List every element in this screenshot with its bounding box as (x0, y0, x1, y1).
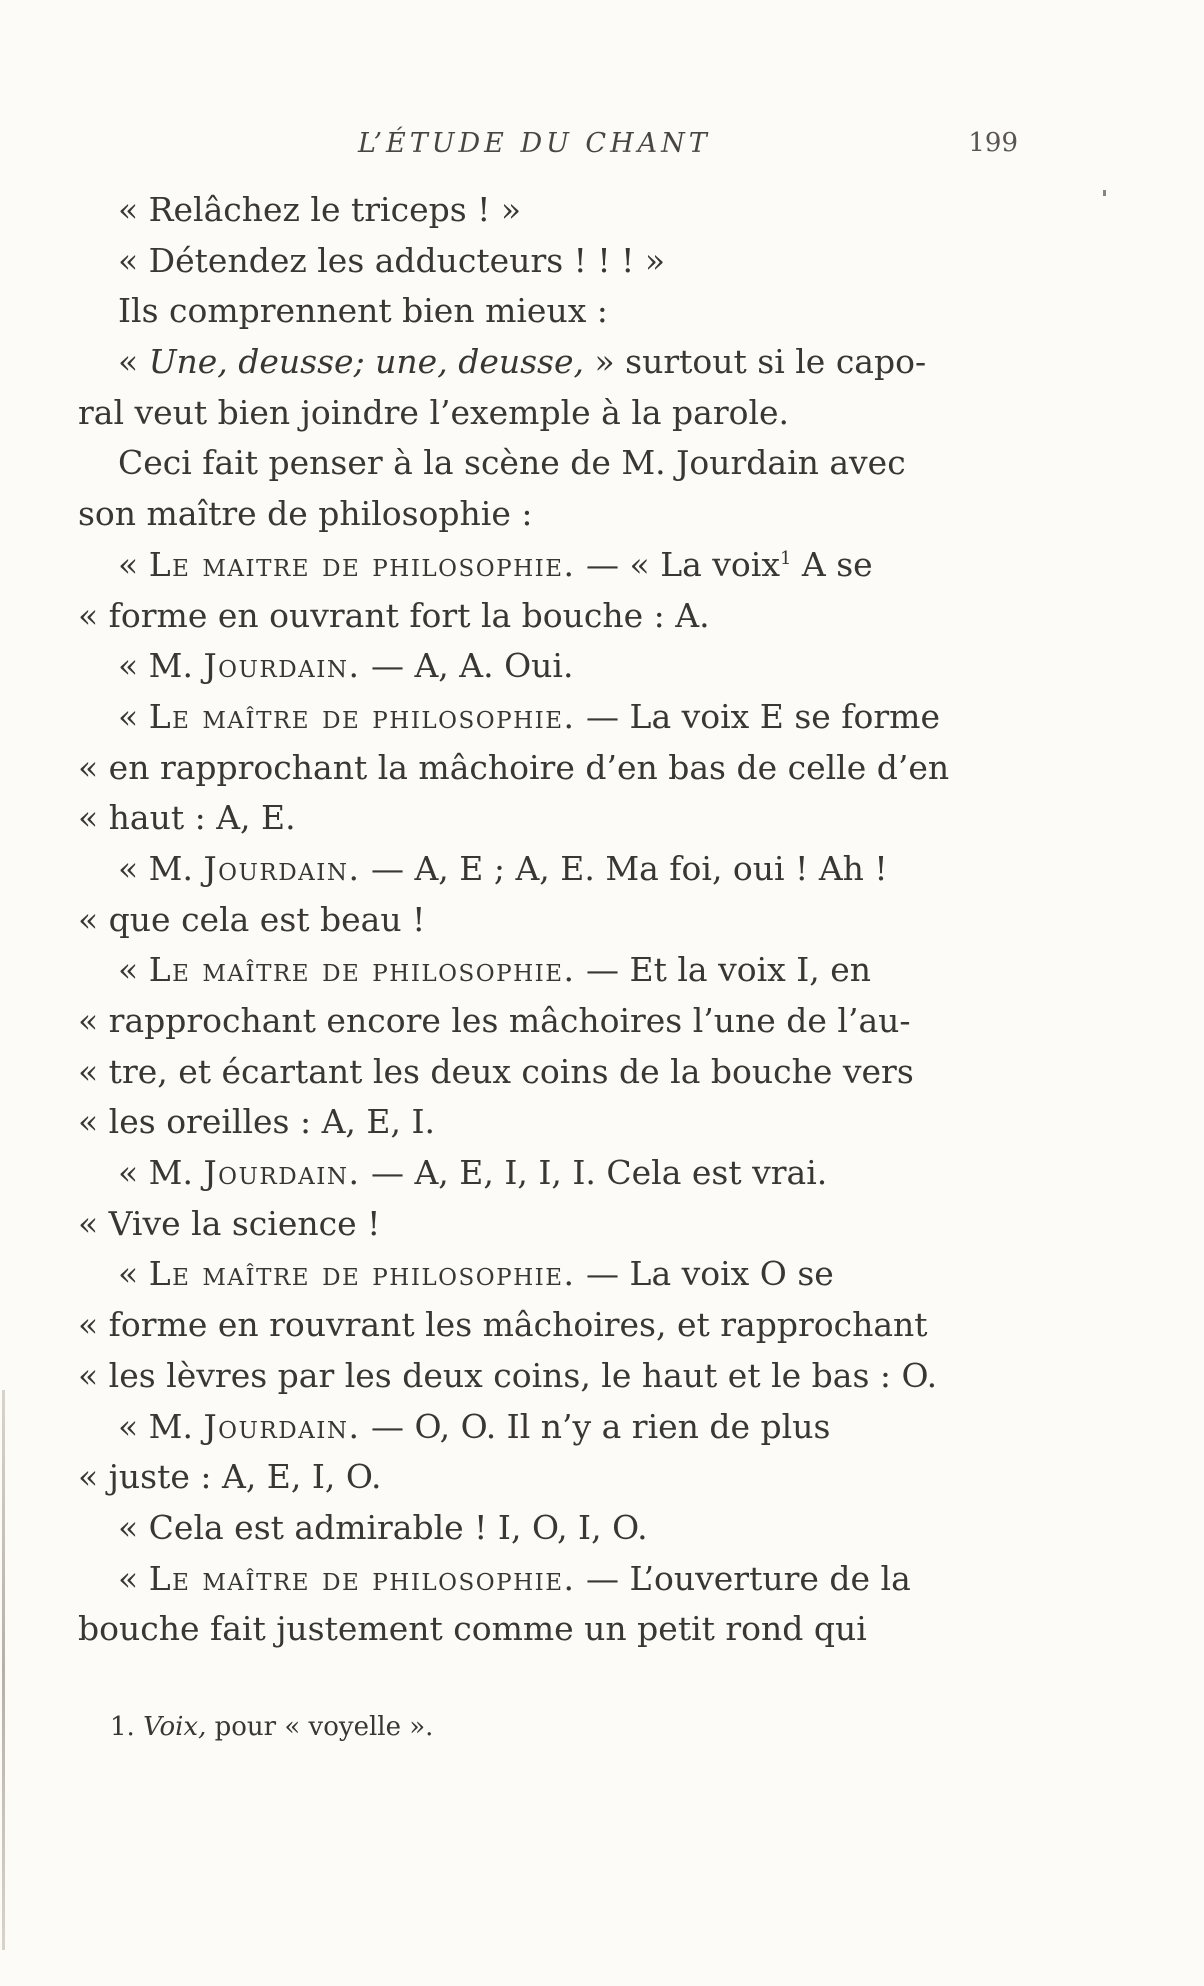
running-title: L’ÉTUDE DU CHANT (358, 128, 711, 159)
text-line: Ils comprennent bien mieux : (118, 291, 608, 331)
text-line: « Le maître de philosophie. — L’ouverture de la (118, 1558, 911, 1598)
text-line: « tre, et écartant les deux coins de la bouche vers (78, 1051, 914, 1091)
text-line: « Relâchez le triceps ! » (118, 190, 522, 229)
text-line: « Détendez les adducteurs ! ! ! » (118, 240, 666, 280)
speaker-name: Le maître de philosophie. (148, 1558, 576, 1598)
text-line: « Le maitre de philosophie. — « La voix$^1$ A se (118, 544, 873, 584)
italic-phrase: Une, deusse; une, deusse, (148, 342, 584, 382)
text-line: « Vive la science ! (78, 1203, 381, 1243)
text-line: « M. Jourdain. — O, O. Il n’y a rien de plus (118, 1406, 831, 1446)
text-line: « les oreilles : A, E, I. (78, 1102, 435, 1142)
margin-speck (1103, 190, 1106, 196)
text-line: « forme en rouvrant les mâchoires, et rapprochant (78, 1305, 928, 1345)
text-line: « M. Jourdain. — A, E ; A, E. Ma foi, oui ! Ah ! (118, 848, 888, 888)
text-line: « Le maître de philosophie. — La voix O se (118, 1254, 834, 1294)
text-line: « rapprochant encore les mâchoires l’une de l’au- (78, 1001, 911, 1040)
body-text (78, 185, 1018, 1655)
text-line: « M. Jourdain. — A, A. Oui. (118, 646, 574, 686)
text-line: « Le maître de philosophie. — Et la voix I, en (118, 950, 872, 990)
speaker-name: Jourdain. (203, 848, 361, 888)
text-line: bouche fait justement comme un petit rond qui (78, 1609, 867, 1649)
text-line: « M. Jourdain. — A, E, I, I, I. Cela est vrai. (118, 1153, 828, 1193)
speaker-name: Jourdain. (203, 1406, 361, 1446)
speaker-name: Le maître de philosophie. (148, 950, 576, 990)
text-line: « Cela est admirable ! I, O, I, O. (118, 1507, 648, 1547)
footnote-term: Voix, (143, 1712, 207, 1742)
page-header (78, 128, 1018, 168)
text-line: son maître de philosophie : (78, 494, 533, 534)
text-line: « juste : A, E, I, O. (78, 1457, 382, 1497)
text-line: « Le maître de philosophie. — La voix E se forme (118, 696, 940, 736)
speaker-name: Jourdain. (203, 1153, 361, 1193)
footnote (110, 1712, 433, 1742)
text-line: ral veut bien joindre l’exemple à la parole. (78, 392, 790, 432)
speaker-name: Le maître de philosophie. (148, 696, 576, 736)
text-line: « forme en ouvrant fort la bouche : A. (78, 595, 710, 635)
speaker-name: Jourdain. (203, 646, 361, 686)
text-line: « Une, deusse; une, deusse, » surtout si le capo- (118, 342, 927, 382)
text-line: « en rapprochant la mâchoire d’en bas de celle d’en (78, 747, 950, 787)
page-number: 199 (968, 128, 1018, 158)
footnote-text: pour « voyelle ». (206, 1712, 434, 1742)
page-edge-shadow (2, 1390, 5, 1950)
text-line: « les lèvres par les deux coins, le haut et le bas : O. (78, 1355, 938, 1395)
speaker-name: Le maitre de philosophie. (148, 544, 576, 584)
text-line: « haut : A, E. (78, 798, 296, 838)
speaker-name: Le maître de philosophie. (148, 1254, 576, 1294)
footnote-number: 1. (110, 1712, 135, 1742)
text-line: Ceci fait penser à la scène de M. Jourdain avec (118, 443, 906, 483)
text-line: « que cela est beau ! (78, 899, 426, 939)
footnote-ref: 1 (779, 547, 792, 569)
